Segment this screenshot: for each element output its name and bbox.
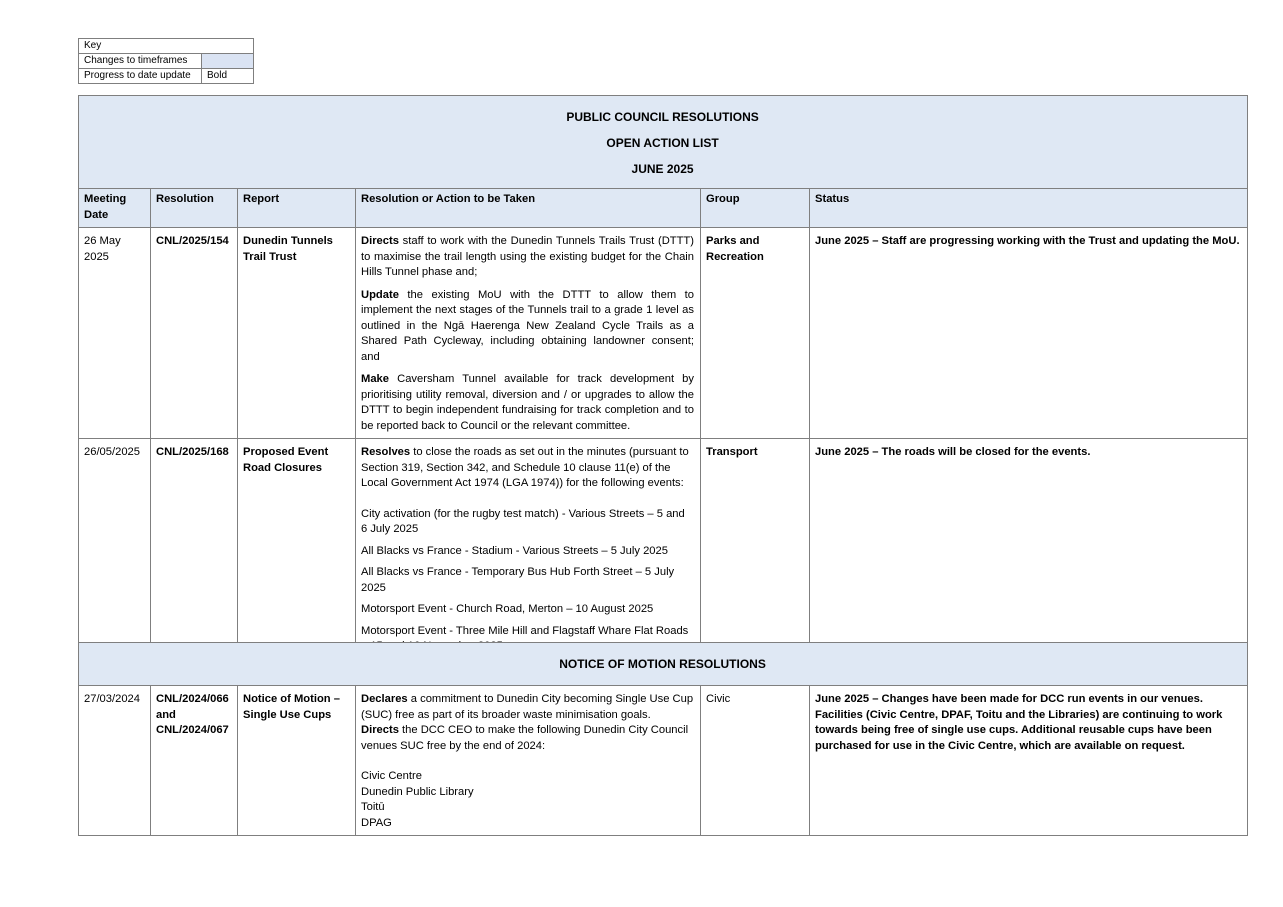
status-text: June 2025 – Staff are progressing working with the Trust and updating the MoU. xyxy=(810,228,1248,439)
meeting-date: 26 May 2025 xyxy=(79,228,151,439)
group-name: Parks and Recreation xyxy=(701,228,810,439)
action-verb: Directs xyxy=(361,724,399,736)
col-status: Status xyxy=(810,189,1248,228)
key-row xyxy=(79,69,254,84)
action-paragraph xyxy=(361,692,694,723)
status-text: June 2025 – The roads will be closed for the events. xyxy=(810,439,1248,660)
action-body: the DCC CEO to make the following Dunedin City Council venues SUC free by the end of 2024: xyxy=(361,724,689,752)
action-verb: Update xyxy=(361,288,399,301)
report-name: Notice of Motion – Single Use Cups xyxy=(238,686,356,836)
group-name: Transport xyxy=(701,439,810,660)
key-title: Key xyxy=(79,39,254,54)
action-text xyxy=(356,686,701,836)
resolution-number xyxy=(151,686,238,836)
table-row xyxy=(79,228,1248,439)
table-title-row xyxy=(79,96,1248,189)
table-title xyxy=(79,96,1248,189)
resolution-line: CNL/2024/067 xyxy=(156,724,229,736)
key-label: Progress to date update xyxy=(79,69,202,84)
event-item: All Blacks vs France - Stadium - Various Streets – 5 July 2025 xyxy=(361,544,668,557)
meeting-date: 27/03/2024 xyxy=(79,686,151,836)
action-body: a commitment to Dunedin City becoming Single Use Cup (SUC) free as part of its broader waste minimisation goals. xyxy=(361,693,694,721)
key-swatch xyxy=(202,54,254,69)
venue-item: Dunedin Public Library xyxy=(361,785,474,798)
title-open-action-list: OPEN ACTION LIST xyxy=(606,136,719,150)
col-report: Report xyxy=(238,189,356,228)
group-name: Civic xyxy=(701,686,810,836)
table-row xyxy=(79,439,1248,660)
key-label: Changes to timeframes xyxy=(79,54,202,69)
notice-of-motion-table xyxy=(78,642,1248,836)
event-item: Motorsport Event - Three Mile Hill and Flagstaff Whare Flat Roads xyxy=(361,624,689,637)
report-name: Proposed Event Road Closures xyxy=(238,439,356,660)
key-table xyxy=(78,38,254,84)
action-body: the existing MoU with the DTTT to allow them to implement the next stages of the Tunnels trail to a grade 1 level as outlined in the Ngā Haerenga New Zealand Cycle Trails as a Shared Path Cycleway, including obtaining landowner consent; and xyxy=(361,288,694,363)
action-body: staff to work with the Dunedin Tunnels Trails Trust (DTTT) to maximise the trail length using the existing budget for the Chain Hills Tunnel phase and; xyxy=(361,235,694,278)
column-header-row xyxy=(79,189,1248,228)
table-row xyxy=(79,686,1248,836)
action-body: Caversham Tunnel available for track development by prioritising utility removal, diversion and / or upgrades to allow the DTTT to begin independent fundraising for track completion and to be reported back to Council or the relevant committee. xyxy=(361,373,694,432)
status-text: June 2025 – Changes have been made for DCC run events in our venues. Facilities (Civic Centre, DPAF, Toitu and the Libraries) are continuing to work towards being free of single use cups. Additional reusable cups have been purchased for use in the Civic Centre, which are available on request. xyxy=(810,686,1248,836)
resolution-number: CNL/2025/168 xyxy=(151,439,238,660)
key-header-row xyxy=(79,39,254,54)
notice-title: NOTICE OF MOTION RESOLUTIONS xyxy=(79,643,1248,686)
col-resolution: Resolution xyxy=(151,189,238,228)
title-month: JUNE 2025 xyxy=(631,162,694,176)
action-body: to close the roads as set out in the minutes (pursuant to Section 319, Section 342, and Schedule 10 clause 11(e) of the Local Government Act 1974 (LGA 1974)) for the following events: xyxy=(361,446,689,489)
key-row xyxy=(79,54,254,69)
venue-item: DPAG xyxy=(361,816,392,829)
action-text xyxy=(356,228,701,439)
action-paragraph xyxy=(361,723,694,754)
event-item: Motorsport Event - Church Road, Merton – 10 August 2025 xyxy=(361,603,654,615)
public-resolutions-table xyxy=(78,95,1248,660)
action-verb: Directs xyxy=(361,235,399,247)
action-paragraph xyxy=(361,288,694,366)
resolution-line: CNL/2024/066 xyxy=(156,693,229,705)
meeting-date: 26/05/2025 xyxy=(79,439,151,660)
action-verb: Make xyxy=(361,373,389,385)
action-paragraph xyxy=(361,234,694,281)
event-item: City activation (for the rugby test match) - Various Streets – 5 and 6 July 2025 xyxy=(361,507,685,535)
report-name: Dunedin Tunnels Trail Trust xyxy=(238,228,356,439)
resolution-number: CNL/2025/154 xyxy=(151,228,238,439)
event-item: All Blacks vs France - Temporary Bus Hub Forth Street – 5 July 2025 xyxy=(361,566,675,594)
action-verb: Declares xyxy=(361,693,408,705)
action-verb: Resolves xyxy=(361,446,411,458)
col-group: Group xyxy=(701,189,810,228)
action-paragraph xyxy=(361,372,694,434)
key-value: Bold xyxy=(202,69,254,84)
action-text xyxy=(356,439,701,660)
action-paragraph xyxy=(361,445,694,492)
col-action: Resolution or Action to be Taken xyxy=(356,189,701,228)
resolution-line: and xyxy=(156,708,176,721)
col-meeting-date: Meeting Date xyxy=(79,189,151,228)
title-public-council: PUBLIC COUNCIL RESOLUTIONS xyxy=(566,110,759,124)
venue-item: Toitū xyxy=(361,801,385,813)
venue-item: Civic Centre xyxy=(361,770,422,782)
table-title-row xyxy=(79,643,1248,686)
